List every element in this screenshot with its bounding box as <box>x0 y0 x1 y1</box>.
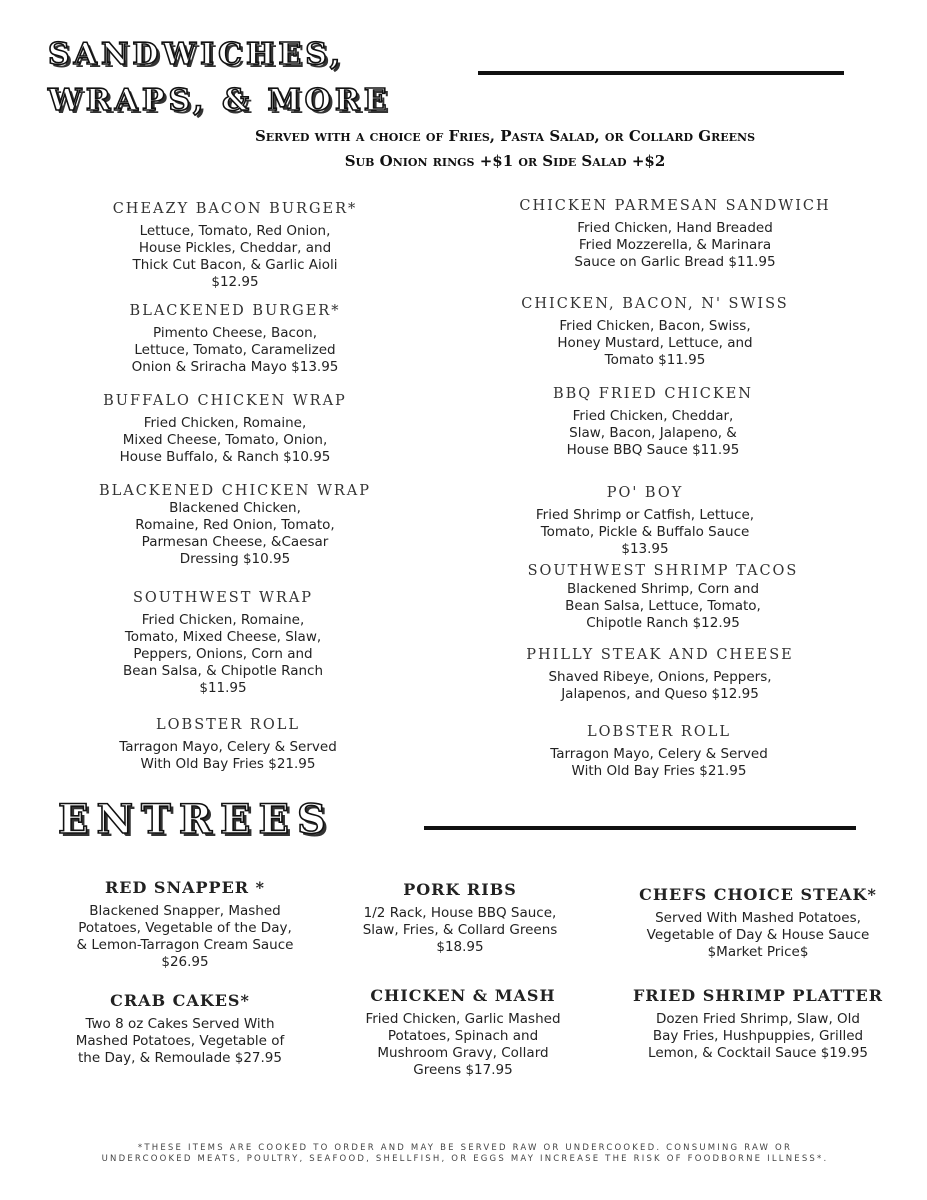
menu-item <box>83 717 373 773</box>
item-description: Fried Chicken, Romaine, Mixed Cheese, Tomato, Onion, House Buffalo, & Ranch $10.95 <box>119 415 331 465</box>
item-name: RED SNAPPER * <box>104 878 266 897</box>
entree-item <box>333 986 593 1079</box>
menu-item <box>500 198 850 271</box>
item-description: Two 8 oz Cakes Served With Mashed Potatoes, Vegetable of the Day, & Remoulade $27.95 <box>75 1016 285 1066</box>
substitution-note: Sub Onion rings +$1 or Side Salad +$2 <box>344 152 666 170</box>
item-description: Shaved Ribeye, Onions, Peppers, Jalapenos, and Queso $12.95 <box>548 669 772 702</box>
section-title-sandwiches-line1: SANDWICHES, <box>48 37 345 72</box>
item-description: Fried Chicken, Cheddar, Slaw, Bacon, Jalapeno, & House BBQ Sauce $11.95 <box>566 408 740 458</box>
menu-item <box>514 724 804 780</box>
item-description: Fried Chicken, Garlic Mashed Potatoes, Spinach and Mushroom Gravy, Collard Greens $17.95 <box>365 1011 561 1078</box>
item-name: CHICKEN PARMESAN SANDWICH <box>519 198 831 214</box>
menu-item <box>80 393 370 466</box>
entree-item <box>45 991 315 1067</box>
menu-item <box>508 386 798 459</box>
item-name: BBQ FRIED CHICKEN <box>553 386 753 402</box>
menu-item <box>80 483 390 568</box>
item-name: LOBSTER ROLL <box>156 717 300 733</box>
sides-note: Served with a choice of Fries, Pasta Salad, or Collard Greens <box>254 127 756 145</box>
item-name: BLACKENED BURGER* <box>129 303 341 319</box>
item-description: Blackened Shrimp, Corn and Bean Salsa, Lettuce, Tomato, Chipotle Ranch $12.95 <box>565 581 761 631</box>
item-name: PORK RIBS <box>403 880 517 899</box>
item-description: Fried Chicken, Romaine, Tomato, Mixed Cheese, Slaw, Peppers, Onions, Corn and Bean Salsa, & Chipotle Ranch $11.95 <box>122 612 324 696</box>
item-description: Pimento Cheese, Bacon, Lettuce, Tomato, Caramelized Onion & Sriracha Mayo $13.95 <box>131 325 339 375</box>
item-name: PO' BOY <box>606 485 684 501</box>
item-name: FRIED SHRIMP PLATTER <box>632 986 884 1005</box>
section-title-entrees: ENTREES <box>58 796 334 843</box>
item-name: SOUTHWEST WRAP <box>132 590 314 606</box>
item-description: Tarragon Mayo, Celery & Served With Old Bay Fries $21.95 <box>119 739 337 772</box>
entree-item <box>330 880 590 956</box>
menu-item <box>508 563 818 632</box>
food-safety-disclaimer: *THESE ITEMS ARE COOKED TO ORDER AND MAY BE SERVED RAW OR UNDERCOOKED. CONSUMING RAW OR UNDERCOOKED MEATS, POULTRY, SEAFOOD, SHELLFISH, OR EGGS MAY INCREASE THE RISK OF FOODBORNE ILLNESS*. <box>101 1143 829 1164</box>
item-description: Lettuce, Tomato, Red Onion, House Pickles, Cheddar, and Thick Cut Bacon, & Garlic Aioli $12.95 <box>132 223 338 290</box>
item-description: Blackened Chicken, Romaine, Red Onion, Tomato, Parmesan Cheese, &Caesar Dressing $10.95 <box>135 500 335 567</box>
item-description: Fried Chicken, Bacon, Swiss, Honey Mustard, Lettuce, and Tomato $11.95 <box>557 318 753 368</box>
menu-item <box>500 485 790 558</box>
item-name: CHEAZY BACON BURGER* <box>112 201 358 217</box>
item-name: CHICKEN & MASH <box>370 986 556 1005</box>
entree-item <box>613 986 903 1062</box>
entree-item <box>50 878 320 971</box>
item-name: BLACKENED CHICKEN WRAP <box>98 483 372 499</box>
item-name: LOBSTER ROLL <box>587 724 731 740</box>
menu-item <box>78 590 368 697</box>
item-description: Served With Mashed Potatoes, Vegetable of Day & House Sauce $Market Price$ <box>646 910 870 960</box>
item-description: Fried Shrimp or Catfish, Lettuce, Tomato, Pickle & Buffalo Sauce $13.95 <box>535 507 755 557</box>
menu-item <box>90 201 380 291</box>
menu-item <box>90 303 380 376</box>
item-description: Fried Chicken, Hand Breaded Fried Mozzerella, & Marinara Sauce on Garlic Bread $11.95 <box>574 220 776 270</box>
item-description: Dozen Fried Shrimp, Slaw, Old Bay Fries, Hushpuppies, Grilled Lemon, & Cocktail Sauce $19.95 <box>648 1011 868 1061</box>
item-name: CRAB CAKES* <box>110 991 250 1010</box>
section-title-sandwiches-line2: WRAPS, & MORE <box>48 83 391 118</box>
item-name: CHEFS CHOICE STEAK* <box>639 885 877 904</box>
item-description: Tarragon Mayo, Celery & Served With Old Bay Fries $21.95 <box>550 746 768 779</box>
entree-item <box>613 885 903 961</box>
menu-item <box>510 296 800 369</box>
item-name: BUFFALO CHICKEN WRAP <box>103 393 347 409</box>
item-description: 1/2 Rack, House BBQ Sauce, Slaw, Fries, & Collard Greens $18.95 <box>362 905 558 955</box>
menu-item <box>505 647 815 703</box>
header-rule <box>424 826 856 830</box>
item-name: SOUTHWEST SHRIMP TACOS <box>527 563 799 579</box>
item-name: CHICKEN, BACON, N' SWISS <box>521 296 789 312</box>
item-description: Blackened Snapper, Mashed Potatoes, Vegetable of the Day, & Lemon-Tarragon Cream Sauce $26.95 <box>76 903 294 970</box>
header-rule <box>478 71 844 75</box>
item-name: PHILLY STEAK AND CHEESE <box>526 647 794 663</box>
